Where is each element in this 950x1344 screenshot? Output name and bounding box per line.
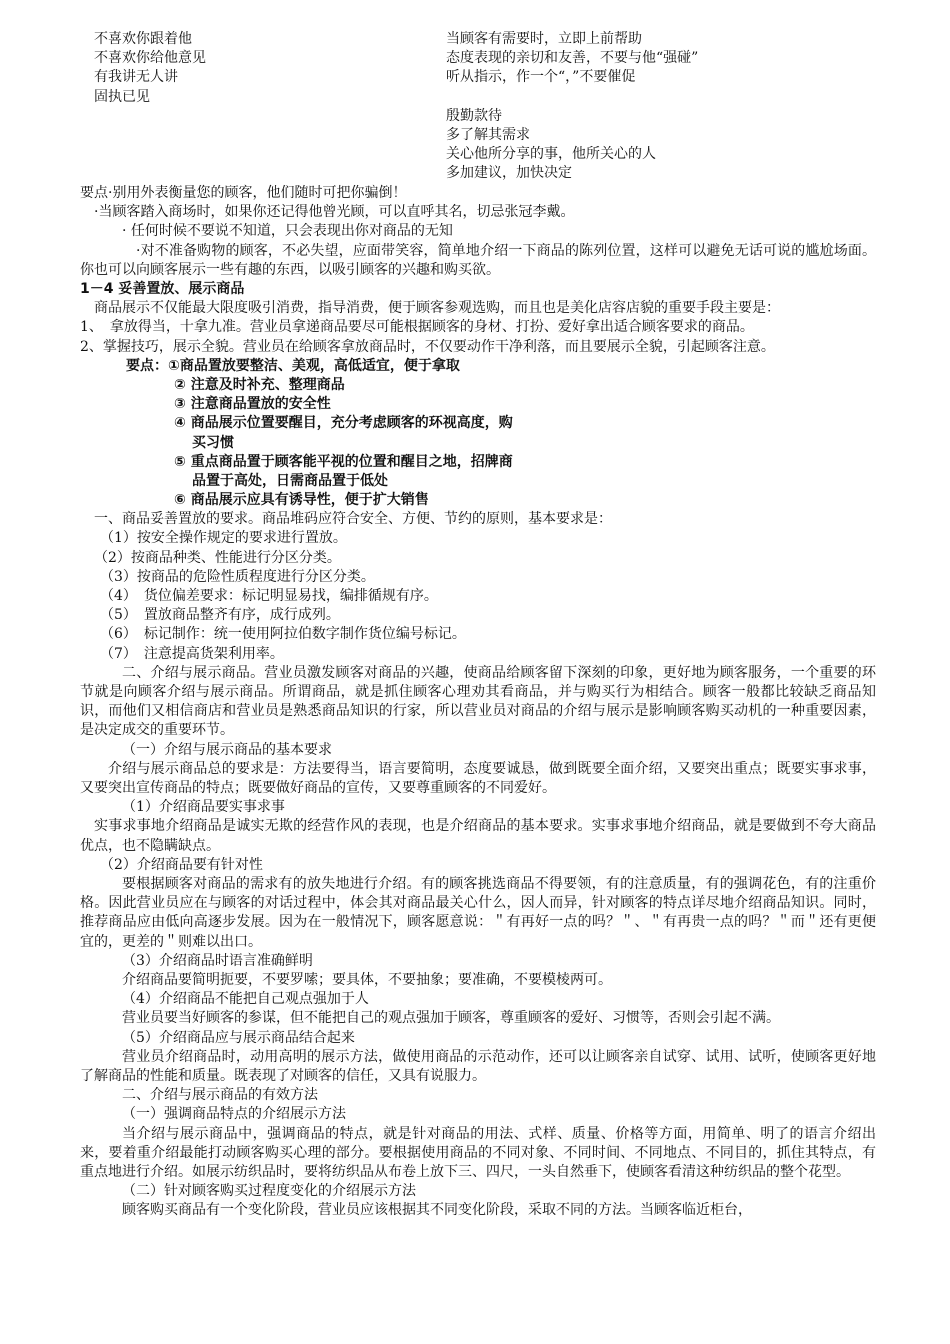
response-line: 听从指示，作一个“，”不要催促	[446, 69, 636, 86]
response-line: 态度表现的亲切和友善，不要与他“强碰”	[446, 50, 699, 67]
behavior-line: 不喜欢你给他意见	[94, 50, 206, 67]
response-line: 当顾客有需要时，立即上前帮助	[446, 31, 642, 47]
response-line: 多了解其需求	[446, 126, 530, 143]
tip-line: 要点·别用外表衡量您的顾客，他们随时可把你骗倒！	[80, 185, 407, 201]
behavior-line: 有我讲无人讲	[94, 69, 178, 86]
key-point-continued: 买习惯	[192, 434, 234, 451]
placement-item: （1）按安全操作规定的要求进行置放。	[100, 530, 347, 547]
key-point: ② 注意及时补充、整理商品	[174, 376, 345, 393]
placement-item: （5） 置放商品整齐有序，成行成列。	[100, 607, 340, 624]
placement-heading: 一、商品妥善置放的要求。商品堆码应符合安全、方便、节约的原则，基本要求是：	[94, 511, 612, 528]
placement-item: （7） 注意提高货架利用率。	[100, 645, 284, 662]
response-column	[446, 30, 866, 184]
body-paragraph: 营业员介绍商品时，动用高明的展示方法，做使用商品的示范动作，还可以让顾客亲自试穿、试用、试听，使顾客更好地了解商品的性能和质量。既表现了对顾客的信任，又具有说服力。	[80, 1048, 876, 1084]
tip-line: ·当顾客踏入商场时，如果你还记得他曾光顾，可以直呼其名，切忌张冠李戴。	[94, 204, 575, 221]
key-point: ⑤ 重点商品置于顾客能平视的位置和醒目之地，招牌商	[174, 453, 513, 470]
response-line: 关心他所分享的事，他所关心的人	[446, 146, 656, 163]
behavior-column	[94, 30, 424, 107]
key-label: 要点：	[126, 357, 168, 374]
tip-line: · 任何时候不要说不知道，只会表现出你对商品的无知	[122, 223, 453, 240]
point-paragraph: 1、 拿放得当，十拿九准。营业员拿递商品要尽可能根据顾客的身材、打扮、爱好拿出适合顾客要求的商品。	[80, 319, 754, 336]
placement-item: （4） 货位偏差要求：标记明显易找，编排循规有序。	[100, 588, 438, 605]
placement-item: （2）按商品种类、性能进行分区分类。	[94, 549, 341, 566]
body-paragraph: 实事求事地介绍商品是诚实无欺的经营作风的表现，也是介绍商品的基本要求。实事求事地介绍商品，就是要做到不夸大商品优点，也不隐瞒缺点。	[80, 818, 876, 854]
key-point: ④ 商品展示位置要醒目，充分考虑顾客的环视高度，购	[174, 415, 513, 432]
key-points-block	[80, 357, 876, 511]
subheading: （一）介绍与展示商品的基本要求	[122, 741, 332, 758]
key-point: ③ 注意商品置放的安全性	[174, 396, 331, 413]
subheading: （一）强调商品特点的介绍展示方法	[122, 1106, 346, 1123]
placement-item: （6） 标记制作：统一使用阿拉伯数字制作货位编号标记。	[100, 626, 466, 643]
intro2-paragraph: 二、介绍与展示商品。营业员激发顾客对商品的兴趣，使商品给顾客留下深刻的印象，更好地为顾客服务，一个重要的环节就是向顾客介绍与展示商品。所谓商品，就是抓住顾客心理劝其看商品，并与购买行为相结合。顾客一般都比较缺乏商品知识，而他们又相信商店和营业员是熟悉商品知识的行家，所以营业员对商品的介绍与展示是影响顾客购买动机的一种重要因素，是决定成交的重要环节。	[80, 664, 876, 739]
placement-item: （3）按商品的危险性质程度进行分区分类。	[100, 568, 375, 585]
point-paragraph: 2、掌握技巧，展示全貌。营业员在给顾客拿放商品时，不仅要动作干净利落，而且要展示全貌，引起顾客注意。	[80, 338, 775, 355]
key-point: ⑥ 商品展示应具有诱导性，便于扩大销售	[174, 492, 429, 509]
response-line: 殷勤款待	[446, 107, 502, 124]
response-line: 多加建议，加快决定	[446, 165, 572, 182]
subheading: （5）介绍商品应与展示商品结合起来	[122, 1029, 355, 1046]
body-paragraph: 要根据顾客对商品的需求有的放失地进行介绍。有的顾客挑选商品不得要领，有的注意质量，有的强调花色，有的注重价格。因此营业员应在与顾客的对话过程中，体会其对商品最关心什么，因人而异，针对顾客的特点详尽地介绍商品知识。同时，推荐商品应由低向高逐步发展。因为在一般情况下，顾客愿意说：＂有再好一点的吗？＂、＂有再贵一点的吗？＂而＂还有更便宜的，更差的＂则难以出口。	[80, 875, 876, 950]
subheading: （3）介绍商品时语言准确鲜明	[122, 952, 313, 969]
key-point: ①商品置放要整洁、美观，高低适宜，便于拿取	[168, 357, 460, 374]
intro-paragraph: 商品展示不仅能最大限度吸引消费，指导消费，便于顾客参观选购，而且也是美化店容店貌的重要手段主要是：	[94, 300, 780, 317]
body-paragraph: 顾客购买商品有一个变化阶段，营业员应该根据其不同变化阶段，采取不同的方法。当顾客临近柜台，	[122, 1202, 752, 1219]
subheading: 二、介绍与展示商品的有效方法	[122, 1087, 318, 1104]
subheading: （2）介绍商品要有针对性	[100, 856, 263, 873]
customer-type-table	[80, 30, 876, 184]
section-title: 1－4 妥善置放、展示商品	[80, 280, 245, 297]
behavior-line: 不喜欢你跟着他	[94, 31, 192, 47]
body-paragraph: 介绍与展示商品总的要求是：方法要得当，语言要简明，态度要诚恳，做到既要全面介绍，又要突出重点；既要实事求事，又要突出宣传商品的特点；既要做好商品的宣传，又要尊重顾客的不同爱好。	[80, 760, 876, 796]
document-page	[80, 30, 876, 1221]
body-paragraph: 介绍商品要简明扼要，不要罗嗦；要具体，不要抽象；要准确，不要模棱两可。	[122, 971, 612, 988]
tip-paragraph: ·对不准备购物的顾客，不必失望，应面带笑容，简单地介绍一下商品的陈列位置，这样可以避免无话可说的尴尬场面。你也可以向顾客展示一些有趣的东西，以吸引顾客的兴趣和购买欲。	[80, 242, 876, 278]
subheading: （1）介绍商品要实事求事	[122, 799, 285, 816]
behavior-line: 固执已见	[94, 88, 150, 105]
key-point-continued: 品置于高处，日需商品置于低处	[192, 472, 388, 489]
subheading: （4）介绍商品不能把自己观点强加于人	[122, 991, 369, 1008]
subheading: （二）针对顾客购买过程度变化的介绍展示方法	[122, 1183, 416, 1200]
body-paragraph: 当介绍与展示商品中，强调商品的特点，就是针对商品的用法、式样、质量、价格等方面，用简单、明了的语言介绍出来，要着重介绍最能打动顾客购买心理的部分。要根据使用商品的不同对象、不同时间、不同地点、不同目的，抓住其特点，有重点地进行介绍。如展示纺织品时，要将纺织品从布卷上放下三、四尺，一头自然垂下，使顾客看清这种纺织品的整个花型。	[80, 1125, 876, 1180]
body-paragraph: 营业员要当好顾客的参谋，但不能把自己的观点强加于顾客，尊重顾客的爱好、习惯等，否则会引起不满。	[122, 1010, 780, 1027]
